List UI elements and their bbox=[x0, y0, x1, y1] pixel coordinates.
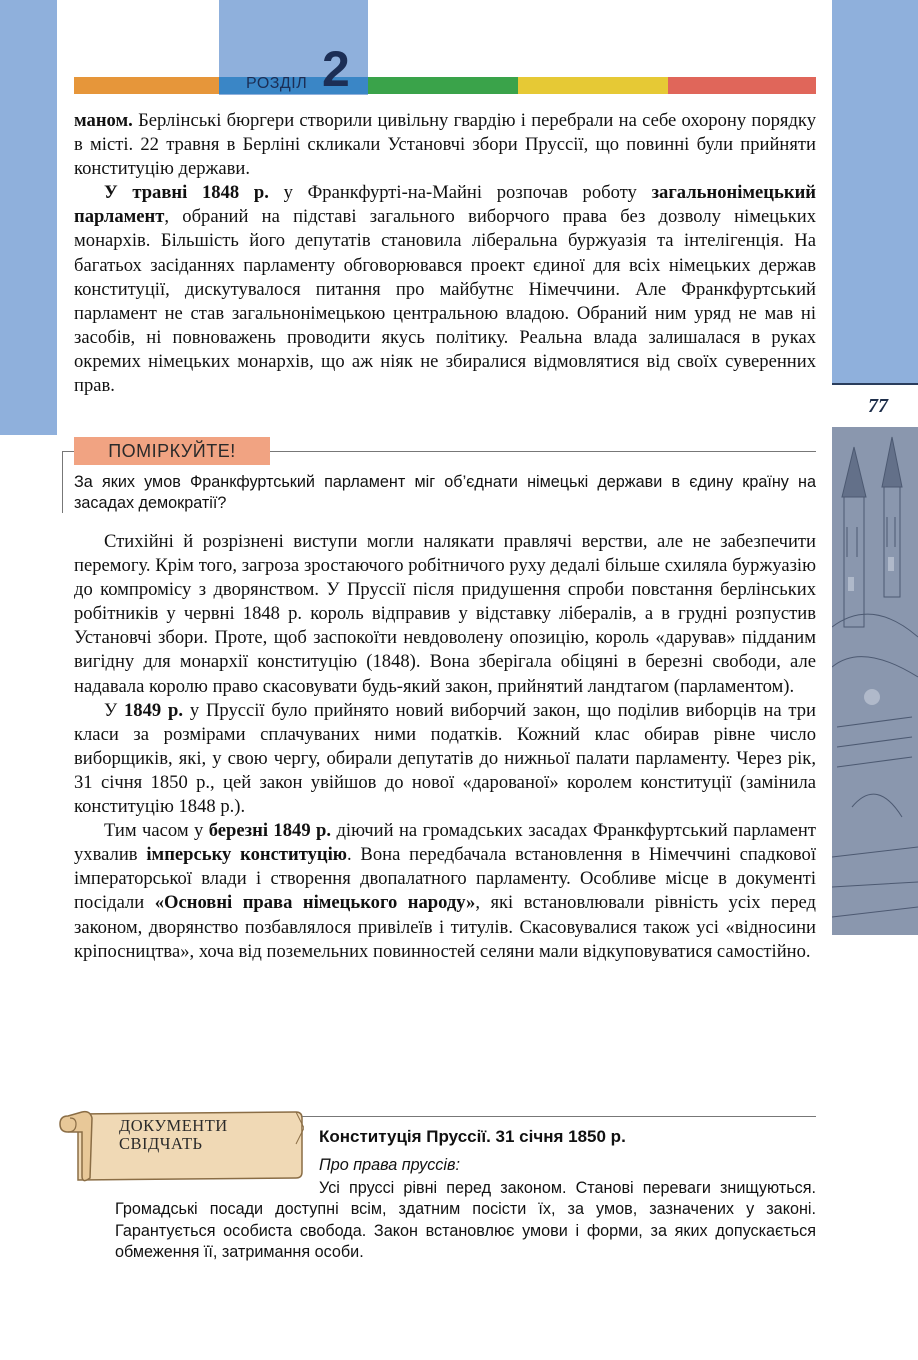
think-question: За яких умов Франкфуртський парламент міг об’єднати німецькі держави в єдину країну на засадах демократії? bbox=[74, 473, 816, 512]
document-title: Конституція Пруссії. 31 січня 1850 р. bbox=[319, 1127, 626, 1146]
right-margin-bar bbox=[832, 0, 918, 383]
bold-text: імперську конституцію bbox=[146, 844, 347, 866]
bold-text: «Основні права німецького народу» bbox=[154, 892, 476, 914]
paragraph-3: Стихійні й розрізнені виступи могли налякати правлячі верстви, але не забезпечити перемогу. Крім того, загроза зростаючого робітничого руху дедалі більше схиляла буржуазію до компромісу з дворянством. У Пруссії після придушення спроби повстання берлінських робітників у червні 1848 р. король відправив у відставку лібералів, а в грудні розпустив Установчі збори. Проте, щоб заспокоїти невдоволену опозицію, король «дарував» підданим вигідну для монархії конституцію (1848). Вона зберігала обіцяні в березні свободи, але надавала королю право скасовувати будь-який закон, прийнятий ландтагом (парламентом). bbox=[74, 531, 816, 697]
paragraph-text: у Франкфурті-на-Майні розпочав роботу bbox=[268, 182, 652, 204]
paragraph-4 bbox=[74, 699, 816, 819]
document-body bbox=[115, 1178, 816, 1263]
engraving-image bbox=[832, 427, 918, 935]
paragraph-1 bbox=[74, 109, 816, 181]
paragraph-text: Тим часом у bbox=[104, 820, 209, 842]
paragraph-text: У bbox=[104, 699, 124, 721]
page-number: 77 bbox=[868, 395, 888, 417]
bold-text: маном. bbox=[74, 110, 133, 131]
paragraph-text: Берлінські бюргери створили цивільну гвардію і перебрали на себе охорону порядку в місті. 22 травня в Берліні скликали Установчі збори Пруссії, що повинні були прийняти конституцію держави. bbox=[74, 110, 816, 180]
think-box-rule bbox=[270, 451, 816, 452]
header-stripe-red bbox=[668, 77, 816, 94]
top-text-block bbox=[74, 109, 816, 398]
bold-text: 1849 р. bbox=[124, 699, 184, 721]
paragraph-text: діючий на громадських засадах Франкфуртський парламент ухвалив bbox=[74, 820, 816, 866]
paragraph-5 bbox=[74, 819, 816, 964]
documents-label-line: ДОКУМЕНТИ bbox=[119, 1116, 228, 1135]
bold-text: березні 1849 р. bbox=[208, 820, 332, 842]
paragraph-text: у Пруссії було прийнято новий виборчий закон, що поділив виборців на три класи за розмірами сплачуваних ними податків. Кожний клас обирав рівне число виборщиків, які, у свою чергу, обирали депутатів до нижньої палати парламенту. Через рік, 31 січня 1850 р., цей закон увійшов до нової «дарованої» королем конституції (замінила конституцію 1848 р.). bbox=[74, 699, 817, 818]
header-stripe-yellow bbox=[518, 77, 668, 94]
paragraph-text: , обраний на підставі загального виборчого права без дозволу німецьких монархів. Більшість його депутатів становила ліберальна буржуазія та інтелігенція. На багатьох засіданнях парламенту обговорювався проект єдиної для всіх німецьких держав конституції, дискутувалося питання про майбутнє Німеччини. Але Франкфуртський парламент не став загальнонімецькою центральною владою. Обраний ним уряд не мав ні засобів, ні повноважень проводити якусь політику. Реальна влада залишалася в руках окремих німецьких монархів, що аж ніяк не збиралися відмовлятися від своїх суверенних прав. bbox=[74, 206, 816, 397]
document-body-text: Усі пруссі рівні перед законом. Станові переваги знищуються. Громадські посади доступні всім, здатним посісти їх, за умов, зазначених у законі. Гарантується особиста свобода. Закон встановлює умови і форми, за яких допускається обмеження її, затримання особи. bbox=[115, 1179, 816, 1261]
documents-rule bbox=[302, 1116, 816, 1117]
document-subtitle: Про права пруссів: bbox=[319, 1156, 460, 1174]
documents-label-line: СВІДЧАТЬ bbox=[119, 1134, 203, 1153]
think-box-border bbox=[62, 451, 63, 513]
bold-text: У травні 1848 р. bbox=[104, 182, 269, 204]
header-stripe-orange bbox=[74, 77, 219, 94]
documents-label bbox=[119, 1117, 228, 1153]
think-title: ПОМІРКУЙТЕ! bbox=[74, 437, 270, 465]
header-stripe-green bbox=[368, 77, 518, 94]
chapter-number: 2 bbox=[322, 41, 350, 97]
paragraph-text: , які встановлювали рівність усіх перед законом, дворянство позбавлялося привілеїв і титулів. Скасовувалися також усі «відносини кріпосництва», хоча від поземельних повинностей селяни мали відкуповуватися самостійно. bbox=[74, 892, 817, 962]
think-box-border bbox=[62, 451, 74, 452]
paragraph-2 bbox=[74, 181, 816, 398]
paragraph-text: . Вона передбачала встановлення в Німеччині спадкової імператорської влади і створення двопалатного парламенту. Особливе місце в документі посідали bbox=[74, 844, 816, 914]
main-text-block bbox=[74, 530, 816, 964]
page-number-rule bbox=[832, 383, 918, 385]
left-margin-bar bbox=[0, 0, 57, 435]
bold-text: загальнонімецький парламент bbox=[74, 182, 816, 228]
chapter-label: РОЗДІЛ bbox=[246, 75, 308, 92]
